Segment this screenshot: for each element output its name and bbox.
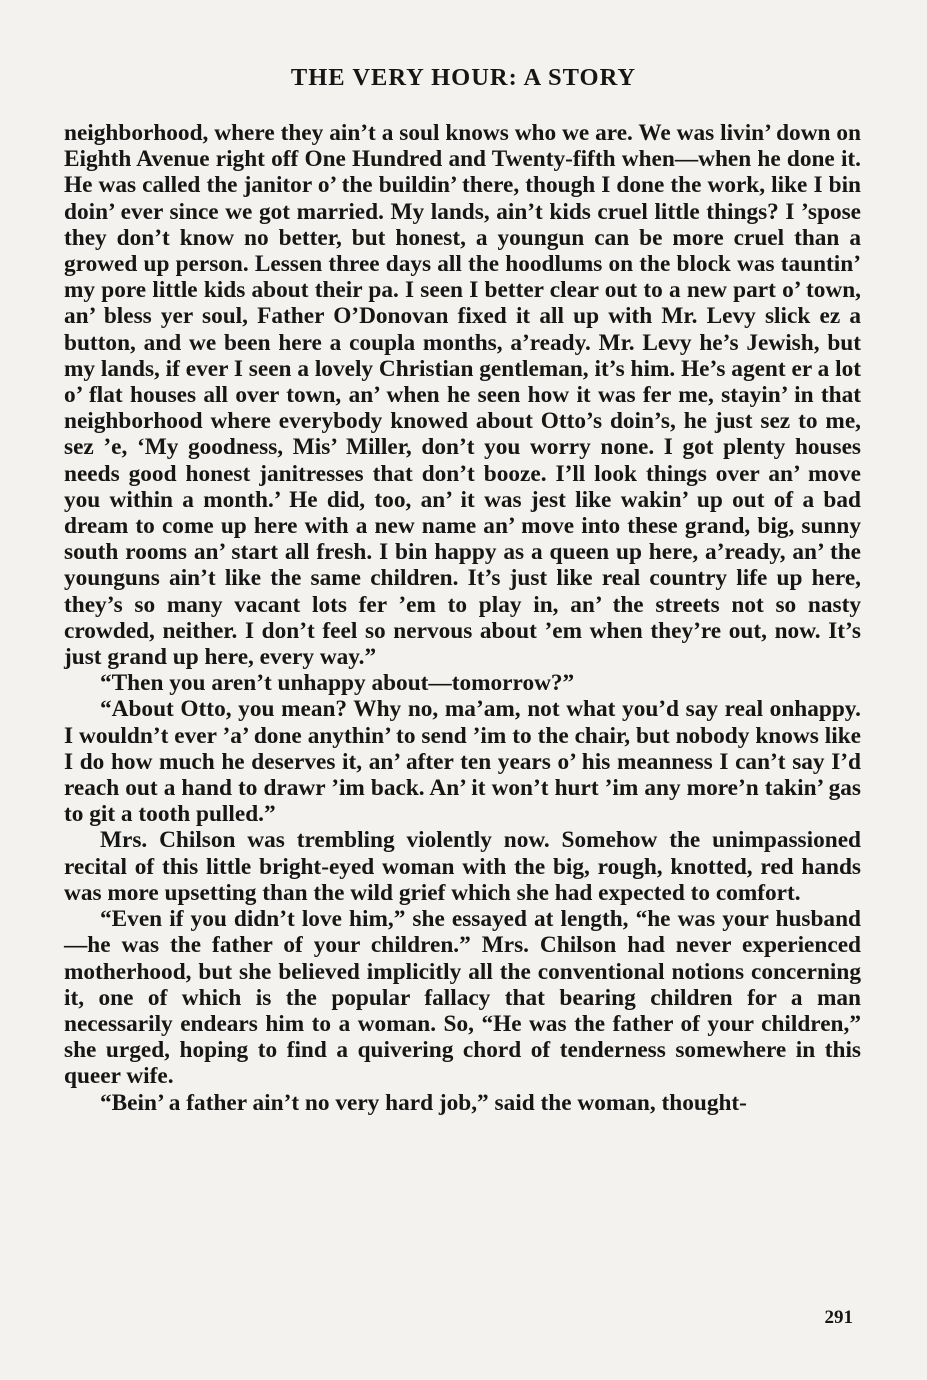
running-head: THE VERY HOUR: A STORY bbox=[290, 64, 637, 91]
page-number: 291 bbox=[824, 1307, 853, 1328]
paragraph-continuation: neighborhood, where they ain’t a soul knows who we are. We was livin’ down on Eighth Avenue right off One Hundred and Twenty-fifth when—when he done it. He was called the janitor o’ the buildin’ there, though I done the work, like I bin doin’ ever since we got married. My lands, ain’t kids cruel little things? I ’spose they don’t know no better, but honest, a youngun can be more cruel than a growed up person. Lessen three days all the hoodlums on the block was tauntin’ my pore little kids about their pa. I seen I better clear out to a new part o’ town, an’ bless yer soul, Father O’Donovan fixed it all up with Mr. Levy slick ez a button, and we been here a coupla months, a’ready. Mr. Levy he’s Jewish, but my lands, if ever I seen a lovely Christian gentleman, it’s him. He’s agent er a lot o’ flat houses all over town, an’ when he seen how it was fer me, stayin’ in that neighborhood where everybody knowed about Otto’s doin’s, he just sez to me, sez ’e, ‘My goodness, Mis’ Miller, don’t you worry none. I got plenty houses needs good honest janitresses that don’t booze. I’ll look things over an’ move you within a month.’ He did, too, an’ it was jest like wakin’ up out of a bad dream to come up here with a new name an’ move into these grand, big, sunny south rooms an’ start all fresh. I bin happy as a queen up here, a’ready, an’ the younguns ain’t like the same children. It’s just like real country life up here, they’s so many vacant lots fer ’em to play in, an’ the streets not so nasty crowded, neither. I don’t feel so nervous about ’em when they’re out, now. It’s just grand up here, every way.” bbox=[64, 120, 861, 671]
paragraph-narration: Mrs. Chilson was trembling violently now. Somehow the unimpassioned recital of this little bright-eyed woman with the big, rough, knotted, red hands was more upsetting than the wild grief which she had expected to comfort. bbox=[64, 827, 861, 906]
paragraph-final: “Bein’ a father ain’t no very hard job,” said the woman, thought- bbox=[100, 1089, 747, 1116]
body-text bbox=[64, 120, 861, 1116]
paragraph-reply: “About Otto, you mean? Why no, ma’am, not what you’d say real onhappy. I wouldn’t ever ’a’ done anythin’ to send ’im to the chair, but nobody knows like I do how much he deserves it, an’ after ten years o’ his meanness I can’t say I’d reach out a hand to drawr ’im back. An’ it won’t hurt ’im any more’n takin’ gas to git a tooth pulled.” bbox=[64, 696, 861, 828]
paragraph-question: “Then you aren’t unhappy about—tomorrow?” bbox=[100, 670, 575, 697]
paragraph-dialogue: “Even if you didn’t love him,” she essayed at length, “he was your husband—he was the father of your children.” Mrs. Chilson had never experienced motherhood, but she believed implicitly all the conventional notions concerning it, one of which is the popular fallacy that bearing children for a man necessarily endears him to a woman. So, “He was the father of your children,” she urged, hoping to find a quivering chord of tenderness somewhere in this queer wife. bbox=[64, 906, 861, 1090]
